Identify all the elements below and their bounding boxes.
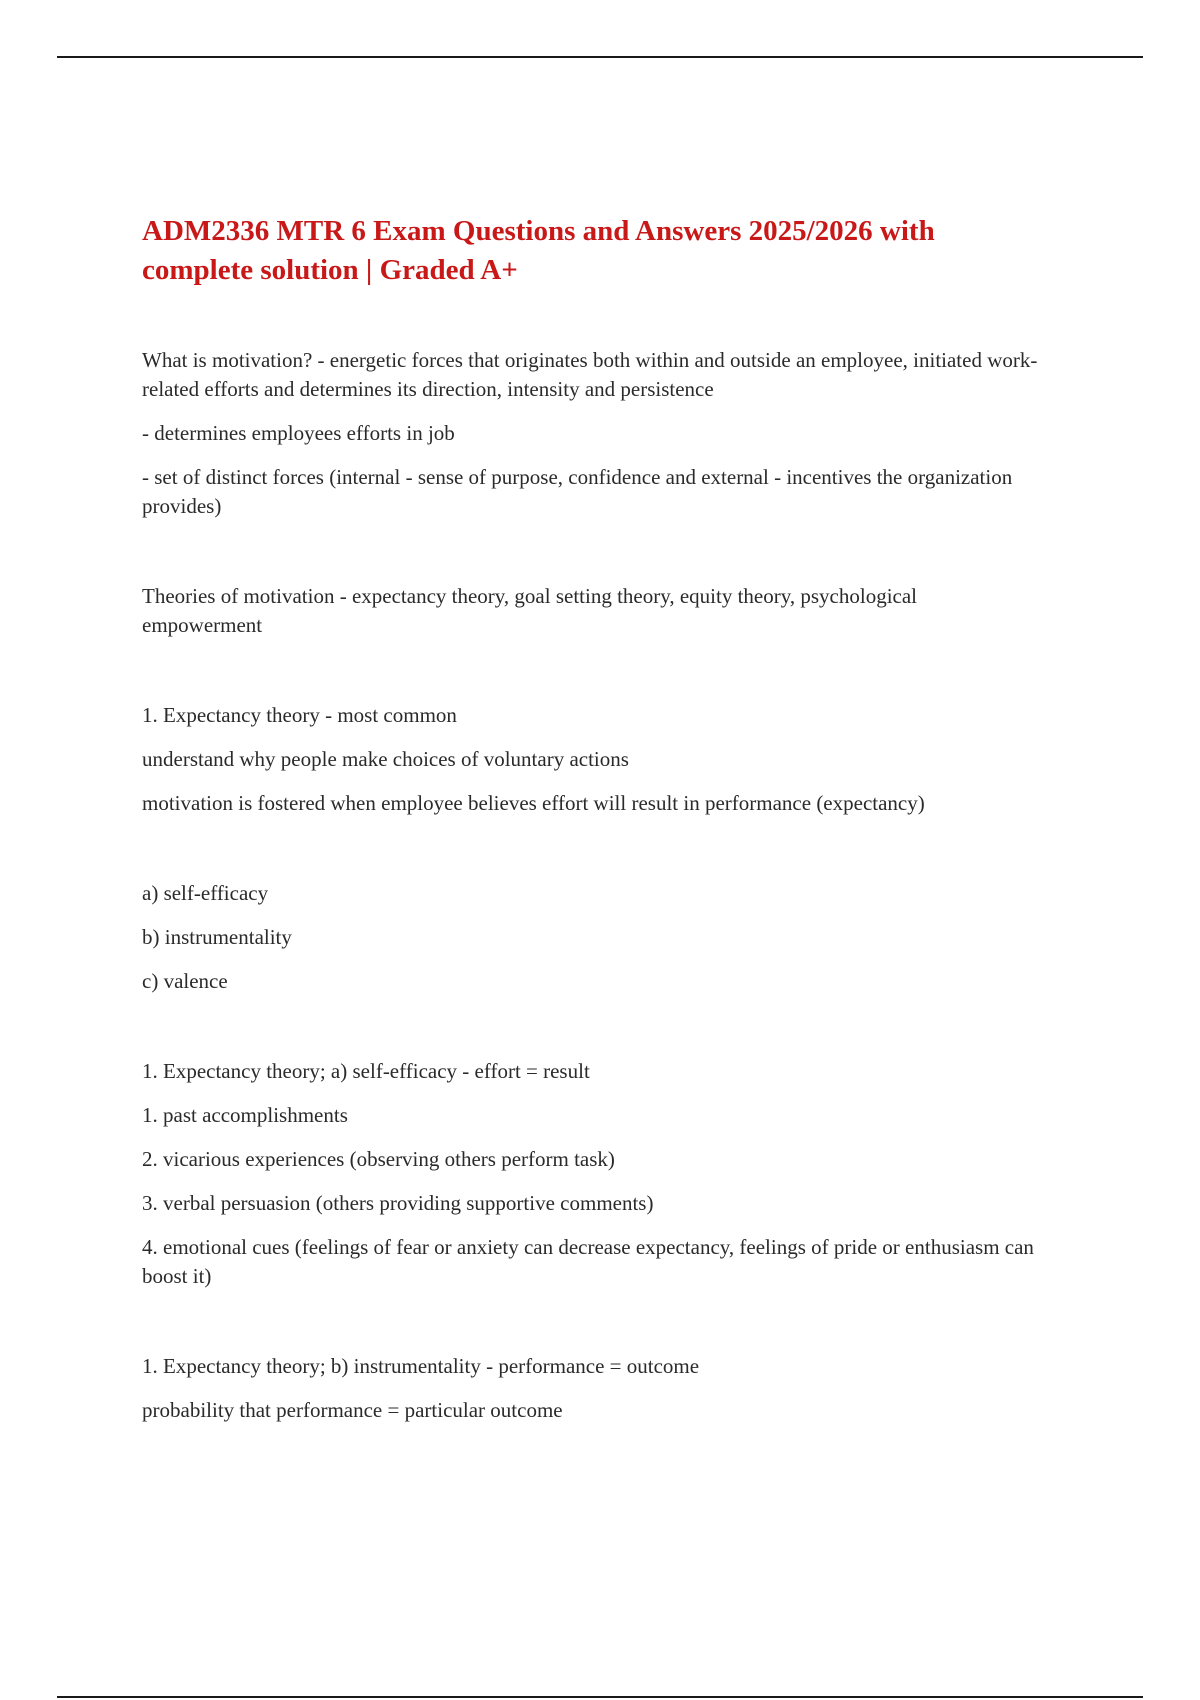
section-components bbox=[142, 879, 1042, 996]
paragraph: What is motivation? - energetic forces that originates both within and outside an employee, initiated work-related efforts and determines its direction, intensity and persistence bbox=[142, 348, 1038, 401]
page-top-rule bbox=[57, 56, 1143, 58]
paragraph: motivation is fostered when employee believes effort will result in performance (expectancy) bbox=[142, 791, 925, 815]
list-item: 3. verbal persuasion (others providing supportive comments) bbox=[142, 1191, 654, 1215]
section-motivation bbox=[142, 346, 1042, 521]
list-item: a) self-efficacy bbox=[142, 881, 269, 905]
paragraph: - determines employees efforts in job bbox=[142, 421, 455, 445]
paragraph: 1. Expectancy theory - most common bbox=[142, 703, 457, 727]
list-item: 2. vicarious experiences (observing others perform task) bbox=[142, 1147, 615, 1171]
document-body bbox=[142, 212, 1042, 1425]
list-item: b) instrumentality bbox=[142, 925, 292, 949]
paragraph: Theories of motivation - expectancy theory, goal setting theory, equity theory, psychological empowerment bbox=[142, 584, 918, 637]
section-expectancy-theory bbox=[142, 701, 1042, 818]
page-bottom-rule bbox=[57, 1696, 1143, 1698]
paragraph: understand why people make choices of voluntary actions bbox=[142, 747, 629, 771]
document-title: ADM2336 MTR 6 Exam Questions and Answers 2025/2026 with complete solution | Graded A+ bbox=[142, 215, 935, 286]
section-instrumentality bbox=[142, 1352, 1042, 1425]
list-item: c) valence bbox=[142, 969, 228, 993]
paragraph: 1. Expectancy theory; a) self-efficacy - effort = result bbox=[142, 1059, 590, 1083]
list-item: 1. past accomplishments bbox=[142, 1103, 348, 1127]
list-item: 4. emotional cues (feelings of fear or anxiety can decrease expectancy, feelings of pride or enthusiasm can boost it) bbox=[142, 1235, 1034, 1288]
paragraph: 1. Expectancy theory; b) instrumentality - performance = outcome bbox=[142, 1354, 700, 1378]
paragraph: probability that performance = particular outcome bbox=[142, 1398, 563, 1422]
paragraph: - set of distinct forces (internal - sense of purpose, confidence and external - incentives the organization provides) bbox=[142, 465, 1013, 518]
section-self-efficacy bbox=[142, 1057, 1042, 1291]
section-theories bbox=[142, 582, 1042, 640]
